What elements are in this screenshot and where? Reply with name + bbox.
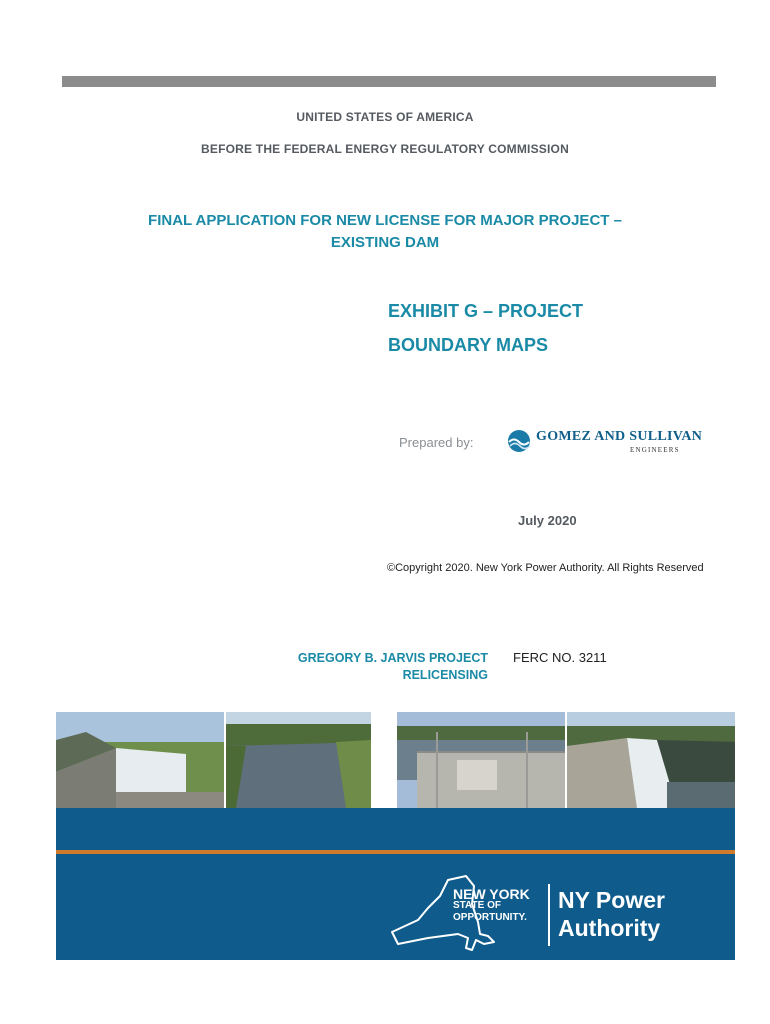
document-title bbox=[0, 210, 770, 254]
ny-line-2: STATE OF bbox=[453, 900, 501, 911]
document-date: July 2020 bbox=[518, 513, 577, 528]
header-commission: BEFORE THE FEDERAL ENERGY REGULATORY COMMISSION bbox=[201, 142, 569, 156]
title-line-2: EXISTING DAM bbox=[330, 234, 440, 251]
exhibit-line-2: BOUNDARY MAPS bbox=[388, 335, 549, 355]
firm-logo bbox=[506, 426, 712, 458]
project-name bbox=[298, 650, 488, 684]
ny-state-wordmark bbox=[453, 888, 530, 924]
header-country: UNITED STATES OF AMERICA bbox=[296, 110, 474, 124]
logo-divider bbox=[548, 884, 550, 946]
photo-dam-spillway bbox=[56, 712, 224, 808]
photo-spillway-gate bbox=[567, 712, 735, 808]
exhibit-line-1: EXHIBIT G – PROJECT bbox=[388, 301, 584, 321]
nypa-wordmark bbox=[558, 886, 665, 942]
banner-stripe bbox=[56, 850, 735, 854]
firm-subtitle: ENGINEERS bbox=[630, 446, 680, 454]
title-line-1: FINAL APPLICATION FOR NEW LICENSE FOR MAJOR PROJECT – bbox=[148, 212, 622, 229]
ferc-number: FERC NO. 3211 bbox=[513, 650, 607, 665]
project-line-1: GREGORY B. JARVIS PROJECT bbox=[297, 651, 488, 665]
gomez-sullivan-logo-icon bbox=[506, 428, 532, 454]
top-rule bbox=[62, 76, 716, 87]
nypa-banner bbox=[56, 808, 735, 960]
nypa-line-2: Authority bbox=[558, 915, 661, 941]
firm-name: GOMEZ AND SULLIVAN bbox=[536, 429, 703, 444]
photo-intake-structure bbox=[397, 712, 565, 808]
ny-line-1: NEW YORK bbox=[453, 886, 530, 902]
prepared-by-label: Prepared by: bbox=[399, 435, 474, 450]
ny-line-3: OPPORTUNITY. bbox=[453, 912, 527, 923]
copyright-notice: ©Copyright 2020. New York Power Authority. All Rights Reserved bbox=[387, 562, 704, 574]
exhibit-heading bbox=[388, 294, 583, 362]
photo-strip bbox=[56, 712, 735, 808]
project-line-2: RELICENSING bbox=[402, 668, 488, 682]
nypa-line-1: NY Power bbox=[558, 887, 665, 913]
photo-river bbox=[226, 712, 394, 808]
